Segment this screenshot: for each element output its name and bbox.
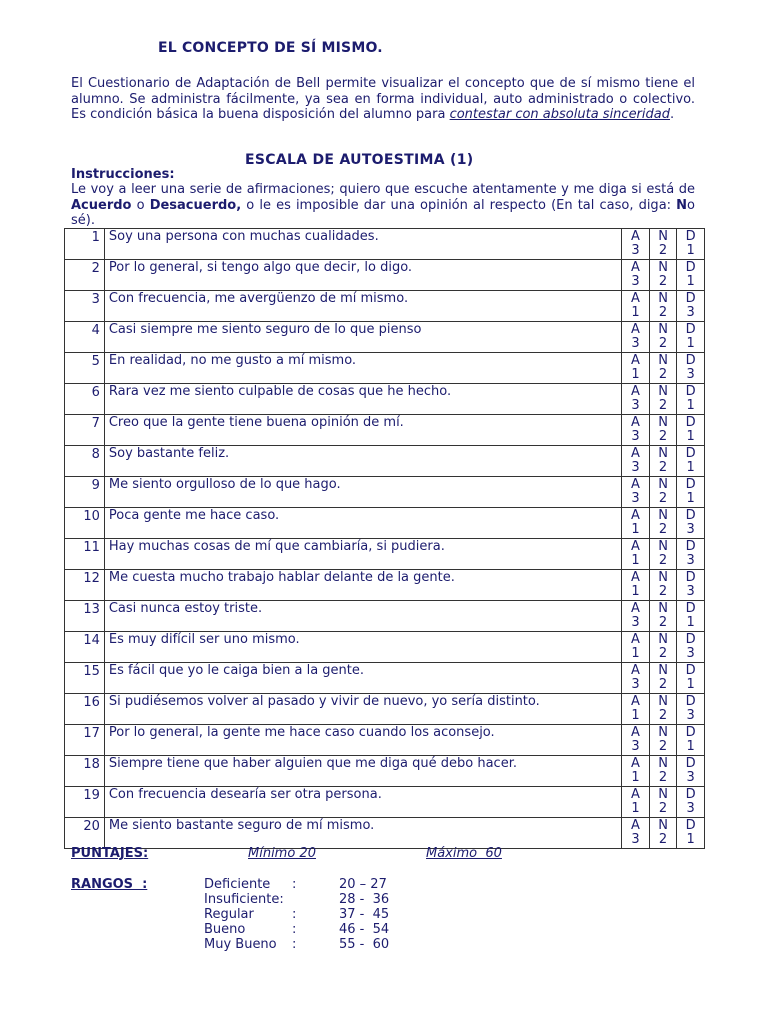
option-score: 3 — [631, 429, 640, 444]
option-score: 2 — [658, 708, 668, 723]
option-score: 2 — [658, 522, 668, 537]
option-score: 2 — [658, 801, 668, 816]
option-score: 3 — [631, 398, 640, 413]
option-score: 1 — [631, 522, 640, 537]
no-se-bold-letter: N — [676, 197, 688, 213]
option-letter: D — [685, 415, 696, 430]
option-letter: D — [685, 694, 696, 709]
item-statement: Por lo general, la gente me hace caso cuando los aconsejo. — [104, 725, 621, 756]
option-letter: A — [631, 508, 640, 523]
range-row — [71, 877, 471, 892]
option-desacuerdo — [677, 353, 705, 384]
option-acuerdo — [622, 725, 650, 756]
option-acuerdo — [622, 539, 650, 570]
option-score: 1 — [631, 770, 640, 785]
table-row — [65, 322, 705, 353]
option-desacuerdo — [677, 632, 705, 663]
option-no-se — [649, 229, 677, 260]
option-letter: D — [685, 787, 696, 802]
option-desacuerdo — [677, 663, 705, 694]
option-score: 2 — [658, 739, 668, 754]
option-no-se — [649, 539, 677, 570]
item-number: 10 — [65, 508, 105, 539]
option-letter: A — [631, 663, 640, 678]
option-score: 1 — [686, 677, 695, 692]
option-letter: A — [631, 415, 640, 430]
option-letter: D — [685, 291, 696, 306]
option-letter: D — [685, 446, 696, 461]
table-row — [65, 415, 705, 446]
option-acuerdo — [622, 508, 650, 539]
option-letter: A — [631, 756, 640, 771]
table-row — [65, 570, 705, 601]
range-value: 55 - 60 — [339, 937, 390, 952]
table-row — [65, 663, 705, 694]
range-colon: : — [292, 907, 297, 922]
item-statement: Siempre tiene que haber alguien que me diga qué debo hacer. — [104, 756, 621, 787]
item-number: 2 — [65, 260, 105, 291]
option-score: 2 — [658, 305, 668, 320]
item-statement: Es fácil que yo le caiga bien a la gente. — [104, 663, 621, 694]
table-row — [65, 787, 705, 818]
option-letter: N — [658, 415, 668, 430]
option-no-se — [649, 508, 677, 539]
item-number: 5 — [65, 353, 105, 384]
option-letter: A — [631, 570, 640, 585]
item-number: 15 — [65, 663, 105, 694]
range-colon: : — [292, 937, 297, 952]
option-letter: N — [658, 260, 668, 275]
table-row — [65, 384, 705, 415]
option-score: 2 — [658, 770, 668, 785]
item-number: 13 — [65, 601, 105, 632]
option-letter: A — [631, 384, 640, 399]
item-number: 6 — [65, 384, 105, 415]
table-row — [65, 756, 705, 787]
page-title: EL CONCEPTO DE SÍ MISMO. — [158, 40, 383, 56]
option-score: 1 — [686, 739, 695, 754]
option-desacuerdo — [677, 756, 705, 787]
option-score: 2 — [658, 832, 668, 847]
option-score: 2 — [658, 553, 668, 568]
option-no-se — [649, 384, 677, 415]
option-letter: N — [658, 601, 668, 616]
option-score: 3 — [686, 305, 695, 320]
option-letter: D — [685, 384, 696, 399]
option-no-se — [649, 632, 677, 663]
option-score: 3 — [686, 584, 695, 599]
option-score: 2 — [658, 367, 668, 382]
option-letter: A — [631, 291, 640, 306]
option-letter: N — [658, 446, 668, 461]
option-desacuerdo — [677, 415, 705, 446]
option-score: 1 — [631, 305, 640, 320]
item-number: 11 — [65, 539, 105, 570]
instructions-part: o le es imposible dar una opinión al respecto (En tal caso, diga: — [241, 197, 677, 213]
option-letter: N — [658, 694, 668, 709]
table-row — [65, 291, 705, 322]
desacuerdo-term: Desacuerdo, — [149, 197, 242, 213]
option-desacuerdo — [677, 601, 705, 632]
item-number: 12 — [65, 570, 105, 601]
option-no-se — [649, 477, 677, 508]
option-letter: A — [631, 446, 640, 461]
option-no-se — [649, 601, 677, 632]
option-letter: D — [685, 632, 696, 647]
range-row — [71, 937, 471, 952]
option-score: 2 — [658, 336, 668, 351]
item-number: 1 — [65, 229, 105, 260]
option-letter: A — [631, 477, 640, 492]
option-letter: N — [658, 291, 668, 306]
item-number: 17 — [65, 725, 105, 756]
item-number: 7 — [65, 415, 105, 446]
option-no-se — [649, 570, 677, 601]
option-no-se — [649, 725, 677, 756]
option-acuerdo — [622, 570, 650, 601]
item-statement: Casi nunca estoy triste. — [104, 601, 621, 632]
option-no-se — [649, 756, 677, 787]
item-statement: Si pudiésemos volver al pasado y vivir de nuevo, yo sería distinto. — [104, 694, 621, 725]
option-letter: D — [685, 601, 696, 616]
option-letter: N — [658, 508, 668, 523]
option-no-se — [649, 694, 677, 725]
option-score: 1 — [686, 832, 695, 847]
table-row — [65, 632, 705, 663]
option-letter: D — [685, 570, 696, 585]
option-letter: N — [658, 539, 668, 554]
option-desacuerdo — [677, 818, 705, 849]
item-statement: Soy una persona con muchas cualidades. — [104, 229, 621, 260]
option-acuerdo — [622, 291, 650, 322]
option-score: 3 — [686, 553, 695, 568]
option-acuerdo — [622, 415, 650, 446]
option-letter: A — [631, 787, 640, 802]
option-desacuerdo — [677, 291, 705, 322]
scale-table-body — [65, 229, 705, 849]
table-row — [65, 229, 705, 260]
range-name: Insuficiente: — [204, 892, 284, 907]
range-name: Deficiente — [204, 877, 271, 892]
option-letter: A — [631, 353, 640, 368]
table-row — [65, 601, 705, 632]
option-no-se — [649, 415, 677, 446]
option-letter: A — [631, 694, 640, 709]
intro-paragraph — [71, 76, 695, 123]
option-letter: N — [658, 570, 668, 585]
option-acuerdo — [622, 477, 650, 508]
option-score: 3 — [631, 739, 640, 754]
instructions-heading: Instrucciones: — [71, 167, 175, 182]
option-desacuerdo — [677, 725, 705, 756]
option-acuerdo — [622, 663, 650, 694]
option-score: 2 — [658, 646, 668, 661]
option-no-se — [649, 446, 677, 477]
option-letter: N — [658, 818, 668, 833]
option-no-se — [649, 291, 677, 322]
option-letter: D — [685, 508, 696, 523]
intro-emphasis: contestar con absoluta sinceridad — [449, 107, 670, 122]
range-value: 20 – 27 — [339, 877, 387, 892]
option-score: 1 — [686, 491, 695, 506]
option-desacuerdo — [677, 446, 705, 477]
range-name: Regular — [204, 907, 254, 922]
item-statement: Soy bastante feliz. — [104, 446, 621, 477]
option-letter: N — [658, 322, 668, 337]
item-statement: Es muy difícil ser uno mismo. — [104, 632, 621, 663]
option-letter: A — [631, 229, 640, 244]
table-row — [65, 694, 705, 725]
option-letter: D — [685, 260, 696, 275]
option-desacuerdo — [677, 694, 705, 725]
option-acuerdo — [622, 260, 650, 291]
option-letter: N — [658, 229, 668, 244]
instructions-part: Le voy a leer una serie de afirmaciones; quiero que escuche atentamente y me diga si está de — [71, 182, 695, 197]
item-statement: Con frecuencia, me avergüenzo de mí mismo. — [104, 291, 621, 322]
range-row — [71, 907, 471, 922]
option-score: 3 — [686, 522, 695, 537]
range-value: 28 - 36 — [339, 892, 390, 907]
option-acuerdo — [622, 632, 650, 663]
option-no-se — [649, 322, 677, 353]
option-score: 2 — [658, 429, 668, 444]
table-row — [65, 539, 705, 570]
item-statement: Rara vez me siento culpable de cosas que he hecho. — [104, 384, 621, 415]
option-desacuerdo — [677, 322, 705, 353]
range-colon: : — [292, 922, 297, 937]
option-score: 3 — [631, 615, 640, 630]
option-desacuerdo — [677, 384, 705, 415]
option-score: 3 — [631, 243, 640, 258]
item-statement: Creo que la gente tiene buena opinión de mí. — [104, 415, 621, 446]
item-statement: En realidad, no me gusto a mí mismo. — [104, 353, 621, 384]
option-score: 3 — [686, 801, 695, 816]
instructions-part: o sé). — [71, 197, 696, 228]
option-letter: D — [685, 539, 696, 554]
option-letter: D — [685, 477, 696, 492]
table-row — [65, 260, 705, 291]
option-score: 1 — [686, 274, 695, 289]
option-score: 3 — [631, 677, 640, 692]
range-name: Muy Bueno — [204, 937, 277, 952]
item-number: 8 — [65, 446, 105, 477]
option-score: 1 — [631, 584, 640, 599]
option-score: 2 — [658, 398, 668, 413]
table-row — [65, 508, 705, 539]
item-statement: Me siento bastante seguro de mí mismo. — [104, 818, 621, 849]
item-statement: Hay muchas cosas de mí que cambiaría, si pudiera. — [104, 539, 621, 570]
option-letter: A — [631, 818, 640, 833]
option-score: 1 — [686, 615, 695, 630]
option-score: 3 — [686, 708, 695, 723]
option-letter: D — [685, 322, 696, 337]
option-letter: A — [631, 601, 640, 616]
option-score: 1 — [631, 367, 640, 382]
scale-title: ESCALA DE AUTOESTIMA (1) — [245, 152, 474, 168]
option-letter: D — [685, 725, 696, 740]
table-row — [65, 477, 705, 508]
option-letter: A — [631, 632, 640, 647]
option-letter: A — [631, 539, 640, 554]
option-desacuerdo — [677, 570, 705, 601]
option-no-se — [649, 260, 677, 291]
option-no-se — [649, 818, 677, 849]
instructions-part: o — [131, 197, 150, 213]
range-colon: : — [292, 877, 297, 892]
option-score: 2 — [658, 584, 668, 599]
option-score: 2 — [658, 274, 668, 289]
option-acuerdo — [622, 384, 650, 415]
option-score: 1 — [631, 553, 640, 568]
option-letter: N — [658, 477, 668, 492]
option-acuerdo — [622, 353, 650, 384]
table-row — [65, 818, 705, 849]
item-number: 3 — [65, 291, 105, 322]
option-score: 1 — [686, 429, 695, 444]
item-statement: Casi siempre me siento seguro de lo que pienso — [104, 322, 621, 353]
option-desacuerdo — [677, 229, 705, 260]
option-score: 3 — [686, 646, 695, 661]
scores-label: PUNTAJES: — [71, 846, 149, 861]
option-score: 1 — [631, 708, 640, 723]
range-row — [71, 892, 471, 907]
option-score: 2 — [658, 243, 668, 258]
option-letter: N — [658, 353, 668, 368]
range-row — [71, 922, 471, 937]
option-score: 3 — [631, 460, 640, 475]
option-acuerdo — [622, 818, 650, 849]
option-score: 1 — [686, 243, 695, 258]
intro-text: El Cuestionario de Adaptación de Bell permite visualizar el concepto que de sí mismo tiene el alumno. Se administra fácilmente, ya sea en forma individual, auto administrado o colectivo. Es condición básica la buena disposición del alumno para — [71, 76, 695, 122]
item-number: 16 — [65, 694, 105, 725]
item-number: 4 — [65, 322, 105, 353]
option-desacuerdo — [677, 260, 705, 291]
option-desacuerdo — [677, 477, 705, 508]
item-statement: Poca gente me hace caso. — [104, 508, 621, 539]
option-desacuerdo — [677, 508, 705, 539]
option-score: 3 — [631, 336, 640, 351]
option-score: 3 — [631, 832, 640, 847]
option-no-se — [649, 663, 677, 694]
option-acuerdo — [622, 601, 650, 632]
option-letter: D — [685, 663, 696, 678]
item-statement: Por lo general, si tengo algo que decir, lo digo. — [104, 260, 621, 291]
option-letter: A — [631, 322, 640, 337]
option-no-se — [649, 787, 677, 818]
instructions-text — [71, 182, 695, 229]
ranges-label: RANGOS : — [71, 877, 148, 892]
item-statement: Me siento orgulloso de lo que hago. — [104, 477, 621, 508]
option-score: 1 — [631, 646, 640, 661]
option-score: 3 — [631, 274, 640, 289]
option-score: 2 — [658, 677, 668, 692]
option-letter: D — [685, 229, 696, 244]
option-letter: D — [685, 353, 696, 368]
option-score: 2 — [658, 460, 668, 475]
range-value: 37 - 45 — [339, 907, 390, 922]
option-score: 1 — [686, 398, 695, 413]
item-number: 9 — [65, 477, 105, 508]
option-acuerdo — [622, 756, 650, 787]
option-letter: A — [631, 725, 640, 740]
option-score: 2 — [658, 615, 668, 630]
self-esteem-scale-table — [64, 228, 705, 849]
option-score: 3 — [686, 367, 695, 382]
option-letter: N — [658, 384, 668, 399]
option-letter: N — [658, 632, 668, 647]
item-number: 18 — [65, 756, 105, 787]
option-letter: N — [658, 787, 668, 802]
item-statement: Me cuesta mucho trabajo hablar delante de la gente. — [104, 570, 621, 601]
item-number: 14 — [65, 632, 105, 663]
option-acuerdo — [622, 322, 650, 353]
option-score: 3 — [686, 770, 695, 785]
min-score: Mínimo 20 — [248, 846, 316, 861]
option-letter: A — [631, 260, 640, 275]
option-acuerdo — [622, 446, 650, 477]
option-acuerdo — [622, 229, 650, 260]
option-score: 1 — [686, 336, 695, 351]
item-number: 19 — [65, 787, 105, 818]
table-row — [65, 353, 705, 384]
option-score: 1 — [631, 801, 640, 816]
option-letter: D — [685, 818, 696, 833]
option-letter: N — [658, 663, 668, 678]
item-number: 20 — [65, 818, 105, 849]
option-letter: N — [658, 725, 668, 740]
option-letter: D — [685, 756, 696, 771]
item-statement: Con frecuencia desearía ser otra persona. — [104, 787, 621, 818]
option-score: 3 — [631, 491, 640, 506]
acuerdo-term: Acuerdo — [71, 197, 132, 213]
range-name: Bueno — [204, 922, 246, 937]
option-acuerdo — [622, 694, 650, 725]
range-value: 46 - 54 — [339, 922, 390, 937]
option-desacuerdo — [677, 539, 705, 570]
option-acuerdo — [622, 787, 650, 818]
max-score: Máximo 60 — [426, 846, 502, 861]
option-no-se — [649, 353, 677, 384]
option-score: 2 — [658, 491, 668, 506]
option-desacuerdo — [677, 787, 705, 818]
option-letter: N — [658, 756, 668, 771]
table-row — [65, 725, 705, 756]
option-score: 1 — [686, 460, 695, 475]
table-row — [65, 446, 705, 477]
intro-end: . — [670, 107, 675, 122]
